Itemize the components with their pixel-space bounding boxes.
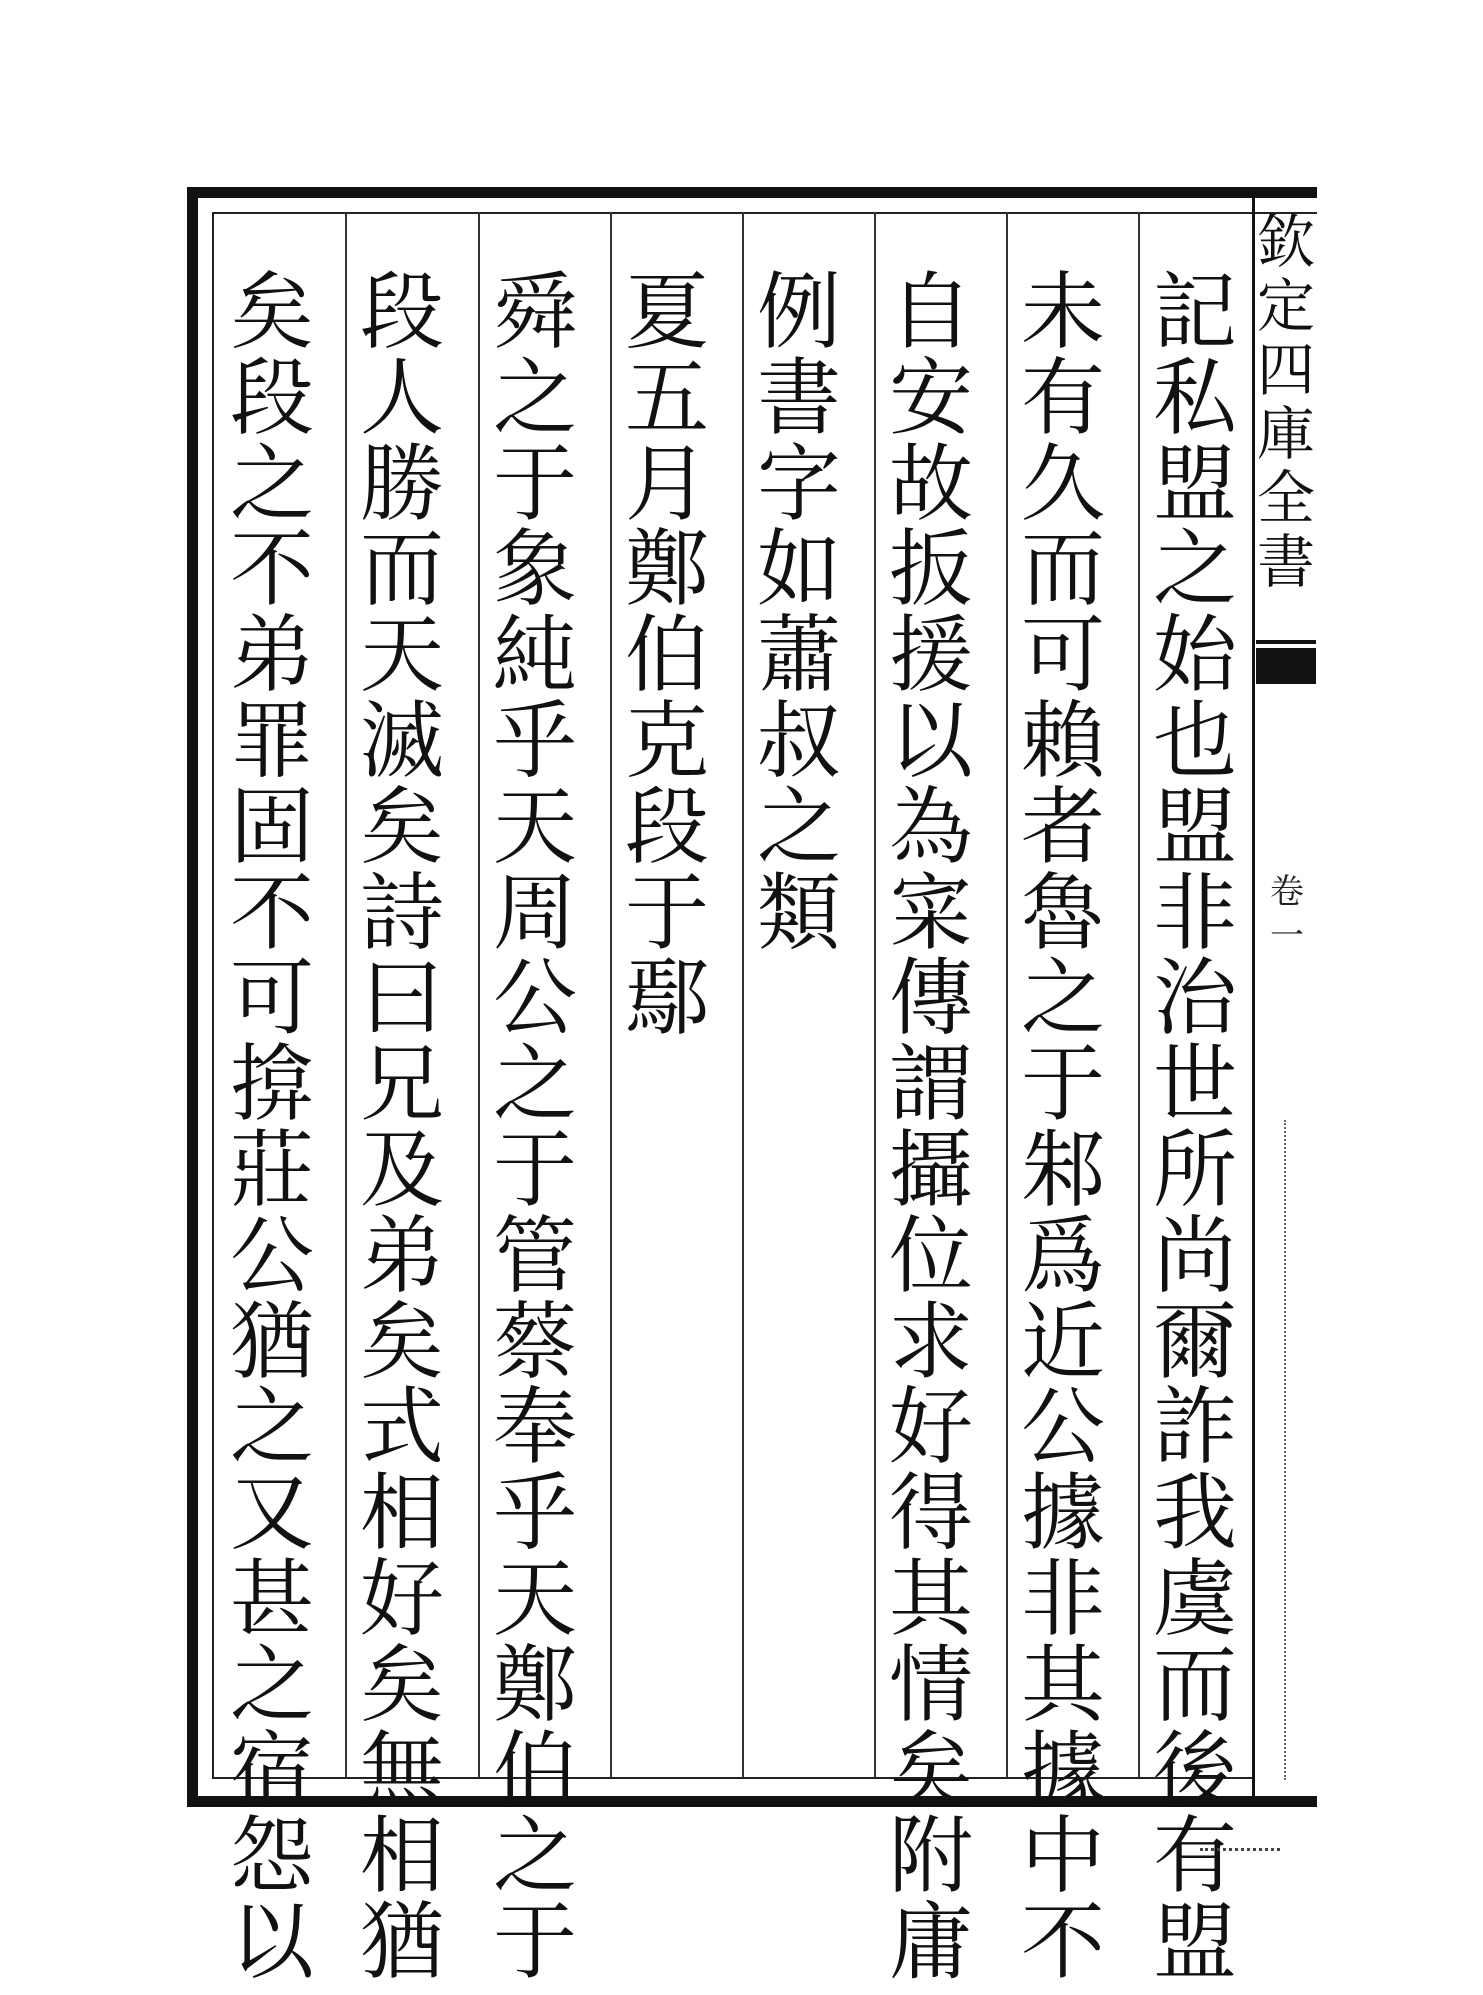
text-column-3 — [881, 263, 981, 1992]
text-char: 矣 — [359, 1635, 444, 1734]
text-char: 甚 — [229, 1549, 314, 1648]
text-char: 公 — [1020, 1378, 1105, 1477]
text-char: 寀 — [888, 863, 973, 962]
text-char: 揜 — [229, 1035, 314, 1134]
text-char: 于 — [492, 1120, 577, 1219]
text-char: 不 — [229, 863, 314, 962]
fishtail-mark — [1256, 648, 1316, 684]
text-char: 援 — [888, 606, 973, 705]
text-char: 蕭 — [756, 606, 841, 705]
text-char: 也 — [1152, 691, 1237, 790]
text-char: 段 — [359, 263, 444, 361]
text-char: 以 — [888, 691, 973, 790]
text-char: 據 — [1020, 1721, 1105, 1820]
text-char: 為 — [888, 777, 973, 876]
text-char: 曰 — [359, 949, 444, 1048]
text-char: 相 — [359, 1807, 444, 1906]
text-char: 人 — [359, 348, 444, 447]
text-char: 于 — [492, 1893, 577, 1992]
text-char: 求 — [888, 1292, 973, 1391]
text-char: 奉 — [492, 1378, 577, 1477]
text-char: 附 — [888, 1807, 973, 1906]
text-char: 得 — [888, 1464, 973, 1563]
text-char: 賴 — [1020, 691, 1105, 790]
text-char: 者 — [1020, 777, 1105, 876]
margin-volume-label — [1262, 870, 1312, 958]
text-char: 治 — [1152, 949, 1237, 1048]
text-char: 所 — [1152, 1120, 1237, 1219]
text-char: 之 — [492, 1807, 577, 1906]
text-char: 魯 — [1020, 863, 1105, 962]
text-char: 爲 — [1020, 1206, 1105, 1305]
text-char: 天 — [492, 777, 577, 876]
margin-char: 全 — [1256, 464, 1315, 532]
text-char: 有 — [1152, 1807, 1237, 1906]
text-char: 固 — [229, 777, 314, 876]
text-char: 邾 — [1020, 1120, 1105, 1219]
text-char: 據 — [1020, 1464, 1105, 1563]
text-char: 周 — [492, 863, 577, 962]
text-char: 世 — [1152, 1035, 1237, 1134]
text-char: 罪 — [229, 691, 314, 790]
text-char: 扳 — [888, 520, 973, 619]
text-char: 宿 — [229, 1721, 314, 1820]
text-char: 之 — [492, 1035, 577, 1134]
text-char: 月 — [624, 434, 709, 533]
text-char: 記 — [1152, 263, 1237, 361]
margin-char: 書 — [1256, 528, 1315, 596]
text-char: 庸 — [888, 1893, 973, 1992]
text-char: 及 — [359, 1120, 444, 1219]
text-column-5 — [617, 263, 717, 1048]
text-char: 矣 — [888, 1721, 973, 1820]
text-char: 中 — [1020, 1807, 1105, 1906]
text-char: 而 — [1152, 1635, 1237, 1734]
text-char: 舜 — [492, 263, 577, 361]
text-char: 怨 — [229, 1807, 314, 1906]
text-char: 字 — [756, 434, 841, 533]
fishtail-line — [1256, 640, 1316, 644]
text-char: 如 — [756, 520, 841, 619]
text-char: 鄭 — [624, 520, 709, 619]
text-char: 情 — [888, 1635, 973, 1734]
text-char: 乎 — [492, 691, 577, 790]
frame-inner-top-line — [212, 212, 1317, 214]
text-char: 詐 — [1152, 1378, 1237, 1477]
text-char: 之 — [492, 348, 577, 447]
text-char: 未 — [1020, 263, 1105, 361]
text-char: 尚 — [1152, 1206, 1237, 1305]
text-char: 公 — [492, 949, 577, 1048]
text-char: 于 — [624, 863, 709, 962]
text-char: 位 — [888, 1206, 973, 1305]
text-char: 書 — [756, 348, 841, 447]
text-char: 而 — [1020, 520, 1105, 619]
text-char: 好 — [359, 1549, 444, 1648]
text-char: 始 — [1152, 606, 1237, 705]
text-char: 蔡 — [492, 1292, 577, 1391]
text-char: 莊 — [229, 1120, 314, 1219]
text-char: 類 — [756, 863, 841, 962]
text-char: 伯 — [492, 1721, 577, 1820]
text-char: 其 — [1020, 1635, 1105, 1734]
text-char: 之 — [1152, 520, 1237, 619]
text-column-4 — [749, 263, 849, 962]
margin-char: 四 — [1256, 336, 1315, 404]
text-char: 好 — [888, 1378, 973, 1477]
text-char: 勝 — [359, 434, 444, 533]
margin-char: 定 — [1256, 272, 1315, 340]
column-rule — [1006, 212, 1008, 1777]
text-char: 久 — [1020, 434, 1105, 533]
text-char: 可 — [229, 949, 314, 1048]
text-char: 非 — [1020, 1549, 1105, 1648]
column-rule — [742, 212, 744, 1777]
frame-inner-left-line — [212, 212, 214, 1777]
text-char: 安 — [888, 348, 973, 447]
text-char: 以 — [229, 1893, 314, 1992]
text-char: 于 — [492, 434, 577, 533]
text-char: 純 — [492, 606, 577, 705]
text-char: 式 — [359, 1378, 444, 1477]
text-char: 滅 — [359, 691, 444, 790]
column-rule — [478, 212, 480, 1777]
text-char: 傳 — [888, 949, 973, 1048]
text-char: 猶 — [229, 1292, 314, 1391]
text-char: 乎 — [492, 1464, 577, 1563]
text-char: 自 — [888, 263, 973, 361]
margin-char: 一 — [1270, 916, 1304, 956]
text-char: 矣 — [359, 1292, 444, 1391]
text-char: 謂 — [888, 1035, 973, 1134]
text-char: 弟 — [229, 606, 314, 705]
text-char: 公 — [229, 1206, 314, 1305]
text-char: 弟 — [359, 1206, 444, 1305]
text-column-2 — [1013, 263, 1113, 1992]
text-char: 不 — [229, 520, 314, 619]
text-char: 近 — [1020, 1292, 1105, 1391]
text-char: 爾 — [1152, 1292, 1237, 1391]
text-char: 詩 — [359, 863, 444, 962]
text-char: 私 — [1152, 348, 1237, 447]
text-char: 兄 — [359, 1035, 444, 1134]
text-column-7 — [352, 263, 452, 1992]
text-char: 可 — [1020, 606, 1105, 705]
text-char: 天 — [359, 606, 444, 705]
margin-char: 庫 — [1256, 400, 1315, 468]
text-char: 之 — [1020, 949, 1105, 1048]
text-char: 故 — [888, 434, 973, 533]
text-char: 盟 — [1152, 1893, 1237, 1992]
text-char: 我 — [1152, 1464, 1237, 1563]
text-char: 于 — [1020, 1035, 1105, 1134]
corner-mark — [1200, 1848, 1280, 1859]
text-char: 非 — [1152, 863, 1237, 962]
text-char: 之 — [229, 1635, 314, 1734]
margin-dotted-line — [1284, 1120, 1286, 1780]
text-char: 叔 — [756, 691, 841, 790]
text-char: 之 — [229, 434, 314, 533]
column-rule — [610, 212, 612, 1777]
text-char: 猶 — [359, 1893, 444, 1992]
text-column-8 — [222, 263, 322, 1992]
text-char: 盟 — [1152, 434, 1237, 533]
text-char: 夏 — [624, 263, 709, 361]
text-char: 鄢 — [624, 949, 709, 1048]
text-char: 盟 — [1152, 777, 1237, 876]
text-char: 段 — [624, 777, 709, 876]
text-char: 伯 — [624, 606, 709, 705]
column-rule — [345, 212, 347, 1777]
text-char: 段 — [229, 348, 314, 447]
text-char: 有 — [1020, 348, 1105, 447]
text-char: 之 — [756, 777, 841, 876]
text-column-1 — [1145, 263, 1245, 1992]
text-char: 又 — [229, 1464, 314, 1563]
text-char: 相 — [359, 1464, 444, 1563]
text-column-6 — [485, 263, 585, 1992]
text-char: 後 — [1152, 1721, 1237, 1820]
text-char: 天 — [492, 1549, 577, 1648]
text-char: 鄭 — [492, 1635, 577, 1734]
text-char: 之 — [229, 1378, 314, 1477]
text-char: 而 — [359, 520, 444, 619]
text-char: 攝 — [888, 1120, 973, 1219]
margin-book-title — [1256, 210, 1316, 594]
text-char: 矣 — [359, 777, 444, 876]
text-char: 五 — [624, 348, 709, 447]
column-rule — [1138, 212, 1140, 1777]
text-char: 管 — [492, 1206, 577, 1305]
text-char: 虞 — [1152, 1549, 1237, 1648]
text-char: 象 — [492, 520, 577, 619]
text-char: 矣 — [229, 263, 314, 361]
margin-char: 卷 — [1270, 872, 1304, 912]
text-char: 無 — [359, 1721, 444, 1820]
column-rule — [874, 212, 876, 1777]
text-char: 不 — [1020, 1893, 1105, 1992]
margin-char: 欽 — [1256, 208, 1315, 276]
text-char: 其 — [888, 1549, 973, 1648]
text-char: 克 — [624, 691, 709, 790]
text-char: 例 — [756, 263, 841, 361]
